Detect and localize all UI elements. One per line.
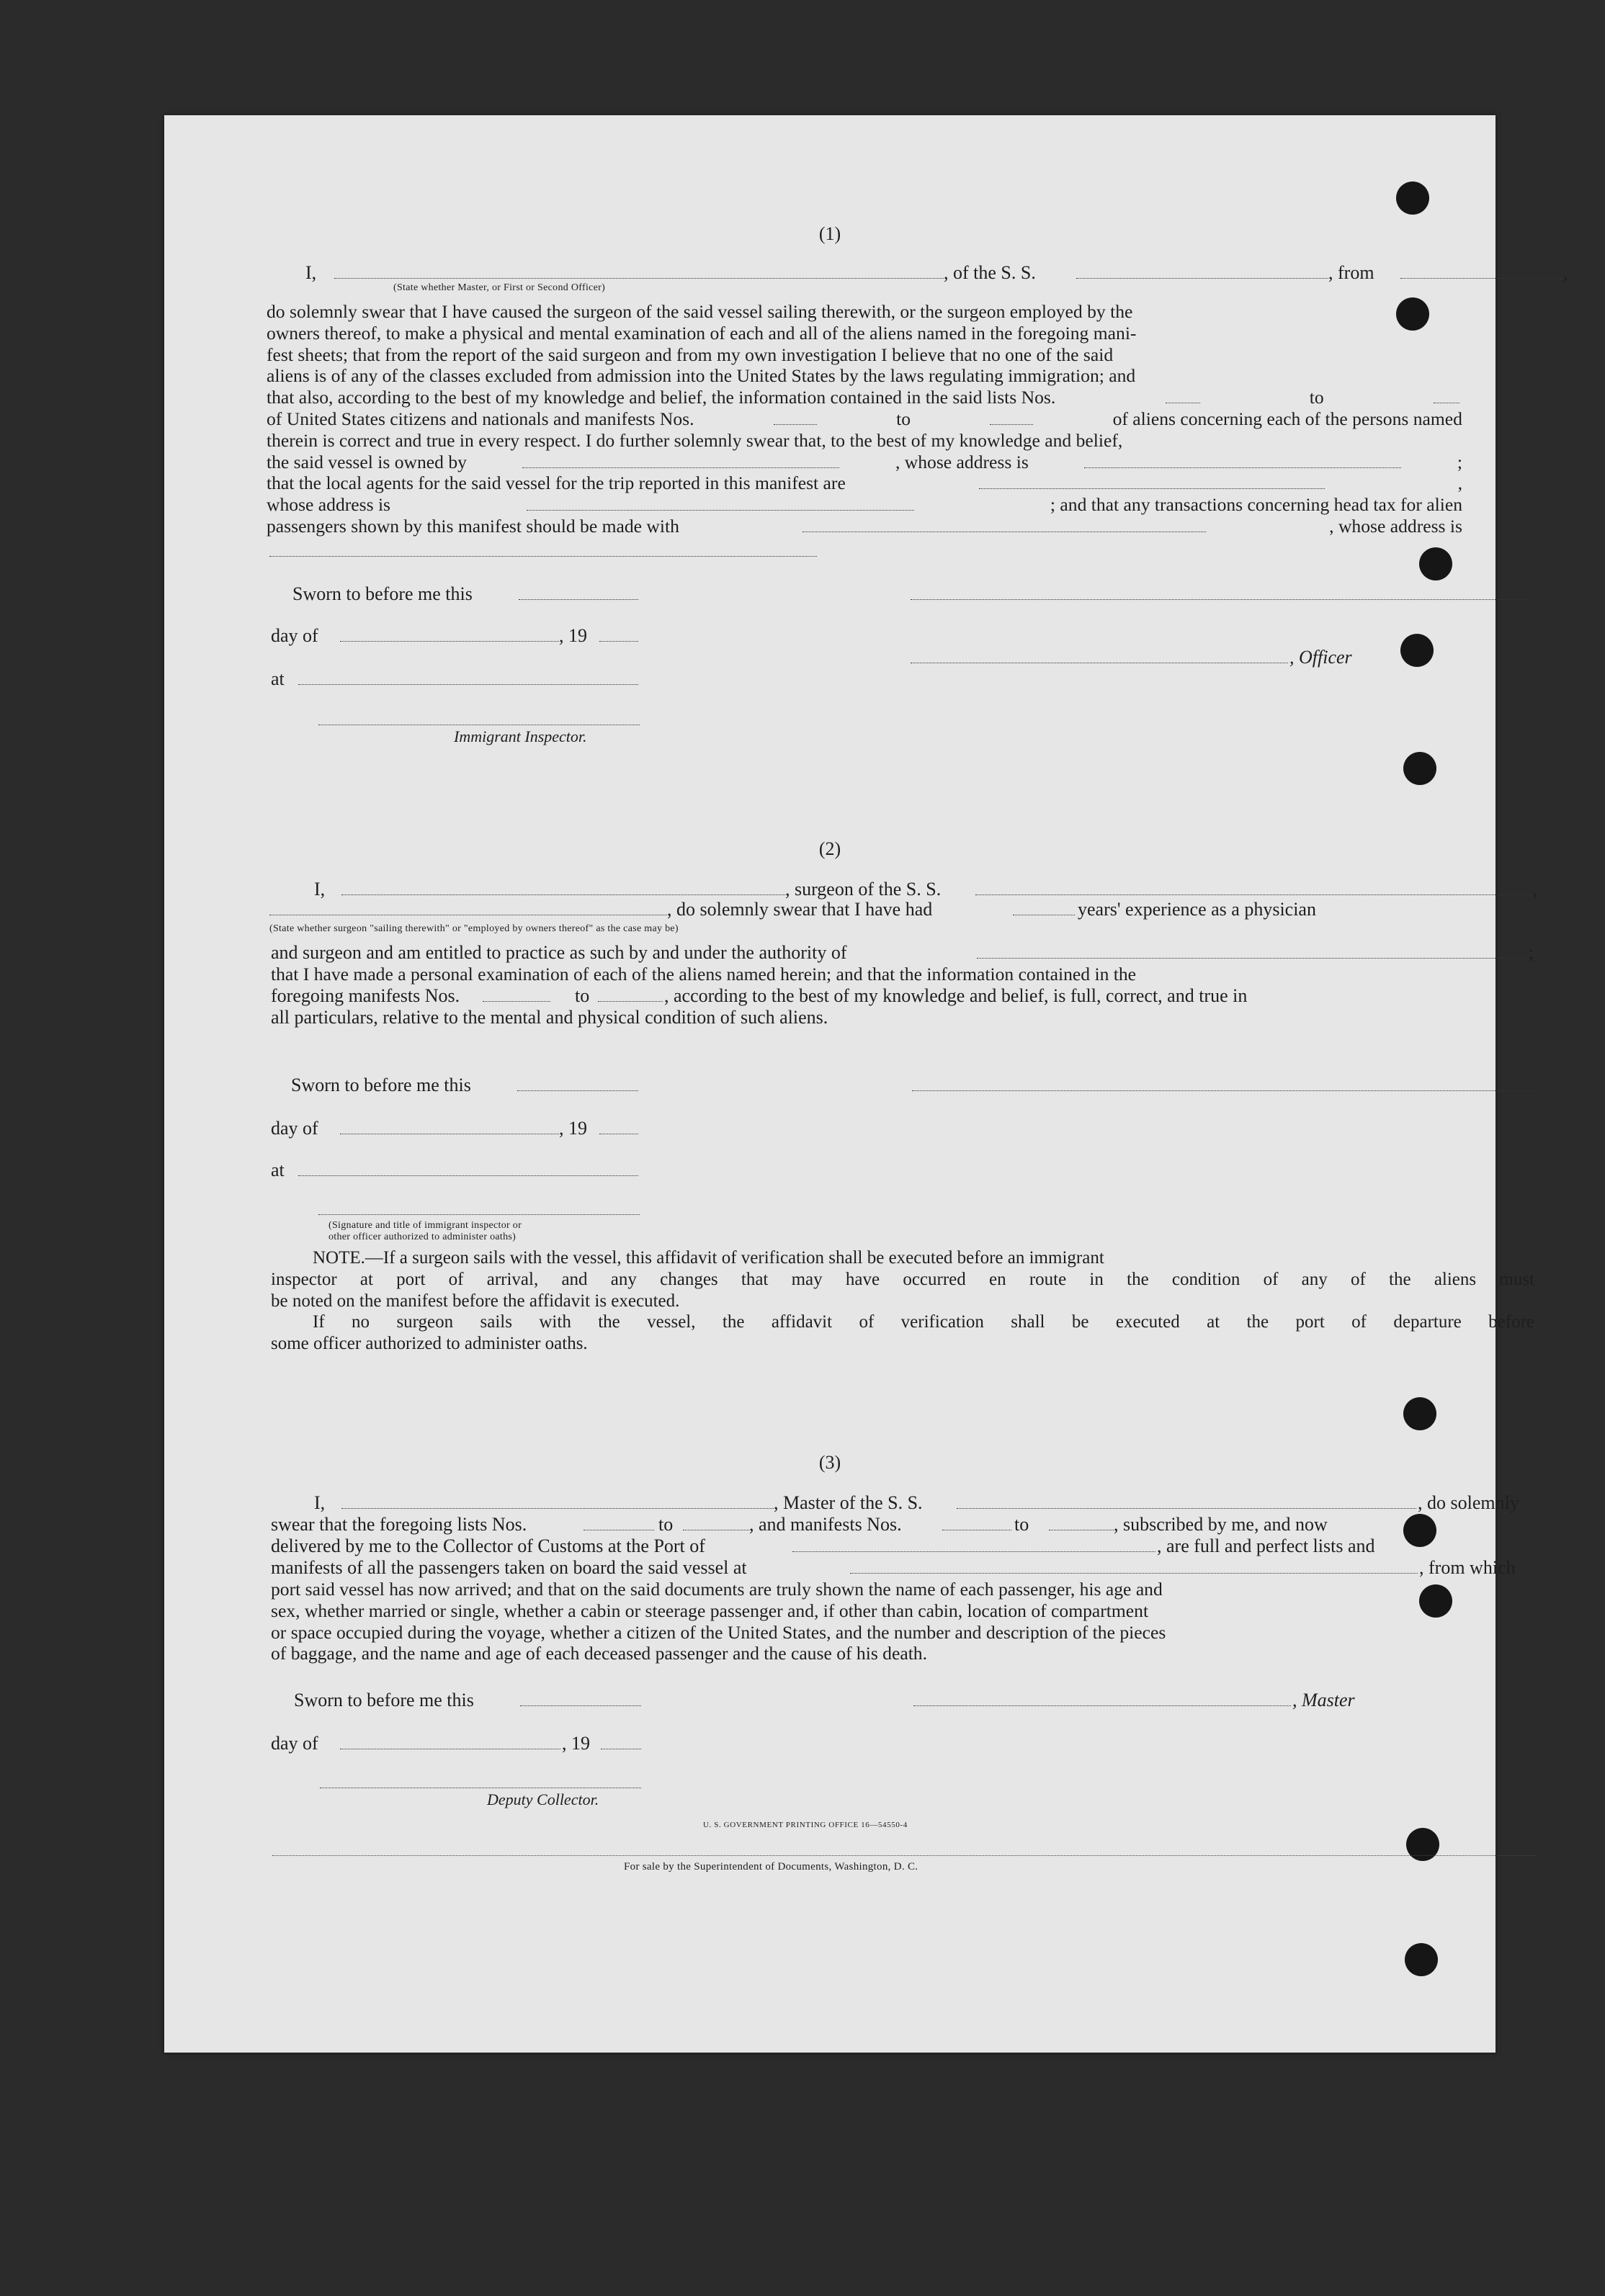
s2-sig-note1: (Signature and title of immigrant inspector or: [328, 1220, 522, 1231]
section-3-number: (3): [818, 1452, 841, 1473]
s1-year: , 19: [559, 625, 587, 646]
s3-line3a: delivered by me to the Collector of Customs at the Port of: [271, 1535, 705, 1556]
s1-inspector-label: Immigrant Inspector.: [454, 727, 587, 745]
s1-headtax-field[interactable]: [802, 531, 1206, 532]
s1-body: [267, 301, 1462, 537]
s2-sworn-date-field[interactable]: [517, 1090, 638, 1091]
s2-ship-field[interactable]: [975, 894, 1532, 895]
s1-text: the said vessel is owned by: [267, 451, 467, 472]
s1-comma: ,: [1563, 262, 1568, 283]
s2-note: [271, 1247, 1534, 1355]
s1-text: of aliens concerning each of the persons named: [1112, 408, 1462, 429]
s1-text: ,: [1457, 472, 1462, 494]
s1-text: , whose address is: [895, 451, 1029, 472]
punch-hole: [1400, 634, 1434, 667]
s2-sig-note2: other officer authorized to administer oaths): [328, 1232, 517, 1242]
punch-hole: [1403, 1514, 1436, 1547]
section-1-number: (1): [818, 223, 841, 244]
s3-body: [271, 1579, 1534, 1664]
s1-line: therein is correct and true in every respect. I do further solemnly swear that, to the best of my knowledge and belief,: [267, 429, 1123, 451]
s3-line: of baggage, and the name and age of each deceased passenger and the cause of his death.: [271, 1643, 928, 1664]
document-sheet: [164, 115, 1568, 2053]
s1-at-field[interactable]: [298, 684, 638, 685]
s1-text: to: [1309, 387, 1324, 408]
s1-text: of United States citizens and nationals and manifests Nos.: [267, 408, 694, 429]
s1-day-field[interactable]: [340, 641, 559, 642]
s2-surgeon-note: (State whether surgeon "sailing therewith" or "employed by owners thereof" as the case may be): [269, 923, 679, 934]
s1-text: that the local agents for the said vessel for the trip reported in this manifest are: [267, 472, 846, 494]
s3-master-of: , Master of the S. S.: [774, 1492, 923, 1513]
punch-hole: [1406, 1828, 1439, 1861]
s2-i-label: I,: [314, 879, 326, 900]
s3-i-label: I,: [314, 1492, 326, 1513]
s2-note-body: —If a surgeon sails with the vessel, this affidavit of verification shall be executed before an immigrant: [365, 1248, 1104, 1268]
s2-manifests-from-field[interactable]: [483, 1001, 550, 1002]
s2-year: , 19: [559, 1118, 587, 1139]
punch-hole: [1419, 547, 1452, 580]
s1-owner-address-field[interactable]: [1084, 467, 1401, 468]
s1-ship-field[interactable]: [1076, 278, 1328, 279]
s1-from-field[interactable]: [1400, 278, 1562, 279]
s1-headtax-address-field[interactable]: [269, 556, 817, 557]
s2-note-head: NOTE.: [313, 1248, 365, 1268]
s1-sworn-date-field[interactable]: [519, 599, 638, 600]
s1-at: at: [271, 668, 285, 689]
s1-agents-address-field[interactable]: [527, 509, 914, 511]
footer-divider: [272, 1855, 1536, 1856]
s3-line2a: swear that the foregoing lists Nos.: [271, 1514, 527, 1535]
s2-authority-field[interactable]: [977, 958, 1527, 959]
s2-line5b: to: [575, 985, 590, 1006]
s2-text: that I have made a personal examination of each of the aliens named herein; and that the information contained in the: [271, 964, 1137, 985]
s2-at: at: [271, 1160, 285, 1180]
s1-year-field[interactable]: [599, 641, 638, 642]
punch-hole: [1403, 752, 1436, 785]
s2-note-line: [271, 1247, 1534, 1269]
s3-line: or space occupied during the voyage, whether a citizen of the United States, and the number and description of the pieces: [271, 1621, 1166, 1643]
s2-line3b: ;: [1529, 942, 1534, 963]
s2-note-line: be noted on the manifest before the affidavit is executed.: [271, 1291, 680, 1311]
s3-day-of: day of: [271, 1733, 318, 1754]
s1-line: fest sheets; that from the report of the said surgeon and from my own investigation I believe that no one of the said: [267, 344, 1114, 365]
s2-surgeon-of: , surgeon of the S. S.: [785, 879, 942, 900]
s2-line3a: and surgeon and am entitled to practice as such by and under the authority of: [271, 942, 847, 963]
s3-line2e: , subscribed by me, and now: [1114, 1514, 1328, 1535]
s1-sworn: Sworn to before me this: [292, 583, 473, 604]
s3-line: port said vessel has now arrived; and that on the said documents are truly shown the name of each passenger, his age and: [271, 1579, 1163, 1600]
s3-collector-label: Deputy Collector.: [487, 1790, 599, 1808]
s3-line4b: , from which: [1419, 1557, 1516, 1578]
s2-line5c: , according to the best of my knowledge and belief, is full, correct, and true in: [664, 985, 1248, 1006]
s3-name-field[interactable]: [341, 1508, 774, 1509]
footer-printing: U. S. GOVERNMENT PRINTING OFFICE 16—54550-4: [703, 1821, 908, 1829]
s1-lists-from-field[interactable]: [1166, 402, 1200, 403]
s3-line: sex, whether married or single, whether a cabin or steerage passenger and, if other than cabin, location of compartment: [271, 1600, 1149, 1621]
s1-from: , from: [1328, 262, 1374, 283]
s2-note-line: inspector at port of arrival, and any changes that may have occurred en route in the condition of any of the aliens must: [271, 1269, 1534, 1289]
s3-line2d: to: [1014, 1514, 1029, 1535]
s3-master-signature-field[interactable]: [913, 1705, 1291, 1706]
s1-text: that also, according to the best of my knowledge and belief, the information contained in the said lists Nos.: [267, 387, 1056, 408]
s3-master-label: , Master: [1292, 1690, 1355, 1710]
s3-do-solemnly: , do solemnly: [1418, 1492, 1519, 1513]
s3-line2c: , and manifests Nos.: [749, 1514, 902, 1535]
s3-line3b: , are full and perfect lists and: [1157, 1535, 1375, 1556]
punch-hole: [1396, 181, 1429, 215]
s1-text: whose address is: [267, 494, 391, 516]
punch-hole: [1405, 1943, 1438, 1976]
footer-sale: For sale by the Superintendent of Documents, Washington, D. C.: [624, 1861, 918, 1873]
s2-line4: [271, 964, 1533, 985]
s2-manifests-to-field[interactable]: [598, 1001, 663, 1002]
s2-line6: all particulars, relative to the mental and physical condition of such aliens.: [271, 1007, 828, 1028]
s1-name-field[interactable]: [334, 278, 944, 279]
s2-comma: ,: [1533, 879, 1538, 900]
s2-name-field[interactable]: [341, 894, 785, 895]
s3-taken-at-field[interactable]: [850, 1573, 1418, 1574]
s1-i-label: I,: [305, 262, 317, 283]
s2-at-field[interactable]: [298, 1175, 638, 1176]
s2-line2a: , do solemnly swear that I have had: [667, 899, 933, 920]
s3-sworn: Sworn to before me this: [294, 1690, 474, 1710]
s3-line2b: to: [658, 1514, 674, 1535]
s2-day-of: day of: [271, 1118, 318, 1139]
s1-line: aliens is of any of the classes excluded from admission into the United States by the laws regulating immigration; and: [267, 365, 1136, 387]
s1-text: ;: [1457, 451, 1462, 472]
s2-signature-field[interactable]: [912, 1090, 1534, 1091]
s2-note-line: If no surgeon sails with the vessel, the affidavit of verification shall be executed at the port of departure before: [313, 1312, 1534, 1332]
s1-manifests-to-field[interactable]: [990, 423, 1033, 425]
s1-officer-signature-field[interactable]: [911, 599, 1532, 600]
s2-inspector-signature-field[interactable]: [318, 1214, 640, 1215]
s2-line2b: years' experience as a physician: [1078, 899, 1316, 920]
s1-line-owner: [267, 452, 1462, 473]
s1-line: owners thereof, to make a physical and mental examination of each and all of the aliens named in the foregoing mani-: [267, 322, 1137, 344]
s1-of-ss: , of the S. S.: [944, 262, 1036, 283]
s1-day-of: day of: [271, 625, 318, 646]
s3-sworn-date-field[interactable]: [520, 1705, 641, 1706]
s1-owner-field[interactable]: [522, 467, 839, 468]
s3-ship-field[interactable]: [957, 1508, 1416, 1509]
s1-lists-to-field[interactable]: [1434, 402, 1459, 403]
s1-line-manifests: [267, 408, 1462, 430]
s2-note-line: some officer authorized to administer oaths.: [271, 1334, 588, 1354]
s1-manifests-from-field[interactable]: [774, 423, 817, 425]
s2-line5a: foregoing manifests Nos.: [271, 985, 460, 1006]
s1-text: to: [896, 408, 911, 429]
s1-line-agents: [267, 472, 1462, 494]
s1-line-agent-address: [267, 494, 1462, 516]
s1-line-headtax: [267, 516, 1462, 537]
s1-text: ; and that any transactions concerning head tax for alien: [1050, 494, 1462, 516]
s1-agents-field[interactable]: [979, 488, 1325, 489]
s3-port-field[interactable]: [792, 1551, 1155, 1552]
s3-year: , 19: [562, 1733, 590, 1754]
section-2-number: (2): [818, 838, 841, 859]
s3-line4a: manifests of all the passengers taken on board the said vessel at: [271, 1557, 747, 1578]
s1-officer-note: (State whether Master, or First or Second Officer): [393, 282, 606, 293]
s1-text: passengers shown by this manifest should be made with: [267, 515, 679, 537]
s1-line-lists: [267, 387, 1462, 408]
s1-officer-label: , Officer: [1289, 647, 1352, 668]
s1-line: do solemnly swear that I have caused the surgeon of the said vessel sailing therewith, or the surgeon employed by the: [267, 301, 1133, 322]
s1-text: , whose address is: [1329, 515, 1462, 537]
s2-sworn: Sworn to before me this: [291, 1075, 471, 1095]
punch-hole: [1403, 1397, 1436, 1430]
s2-note-text: [271, 1247, 1104, 1269]
